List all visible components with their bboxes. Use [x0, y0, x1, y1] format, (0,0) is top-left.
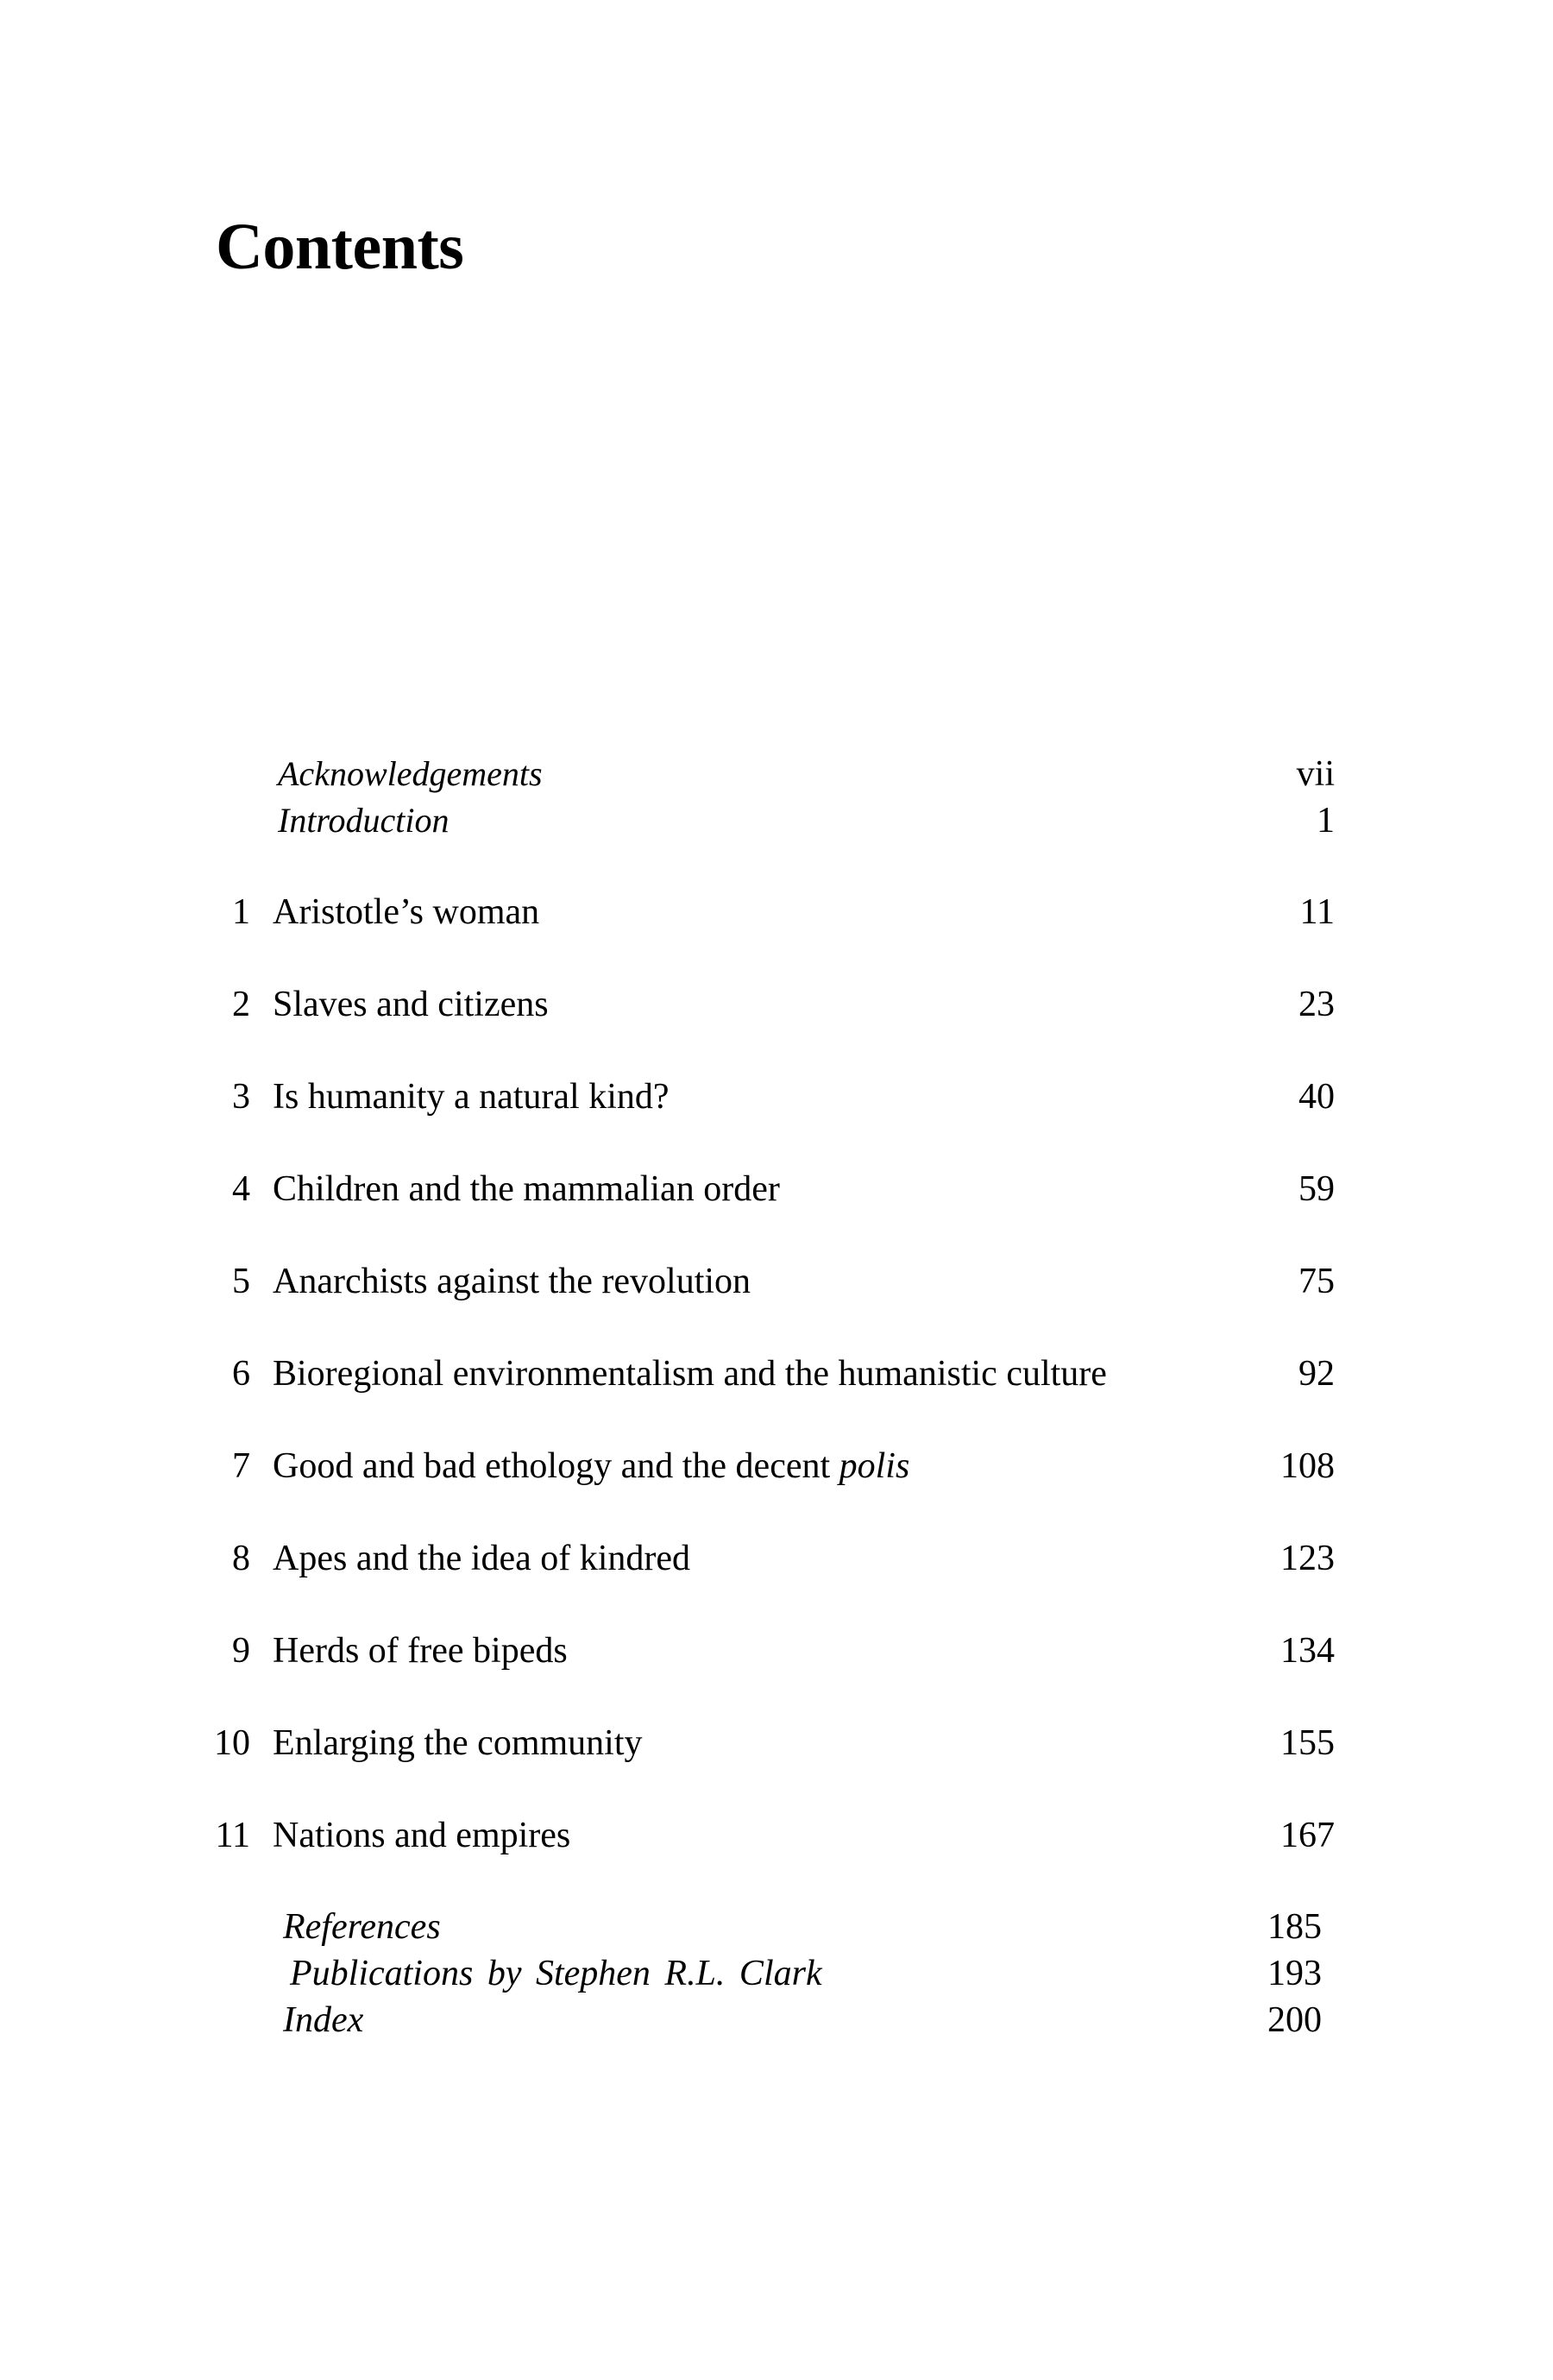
- chapter-title: Is humanity a natural kind?: [273, 1077, 670, 1117]
- chapter-title: Nations and empires: [273, 1816, 571, 1855]
- chapter-title: Anarchists against the revolution: [273, 1262, 751, 1301]
- toc-entry-page: 11: [1299, 892, 1335, 932]
- chapter-number: 6: [232, 1354, 250, 1394]
- chapter-number: 4: [232, 1169, 250, 1209]
- toc-entry-chapter-9[interactable]: [0, 1628, 1553, 1674]
- chapter-number: 7: [232, 1446, 250, 1486]
- chapter-title: Enlarging the community: [273, 1723, 643, 1763]
- toc-entry-page: vii: [1296, 754, 1335, 794]
- toc-entry-chapter-10[interactable]: [0, 1720, 1553, 1766]
- toc-entry-publications[interactable]: [0, 1950, 1553, 1997]
- toc-entry-page: 193: [1267, 1954, 1322, 1993]
- chapter-number: 1: [232, 892, 250, 932]
- chapter-title: Herds of free bipeds: [273, 1631, 568, 1671]
- toc-entry-introduction[interactable]: [0, 797, 1553, 844]
- toc-entry-label: Introduction: [278, 801, 450, 840]
- chapter-number: 9: [232, 1631, 250, 1671]
- toc-entry-chapter-3[interactable]: [0, 1074, 1553, 1120]
- toc-entry-label: Index: [283, 2000, 364, 2040]
- toc-entry-page: 200: [1267, 2000, 1322, 2040]
- toc-entry-page: 23: [1298, 985, 1335, 1024]
- toc-entry-page: 185: [1267, 1907, 1322, 1947]
- toc-entry-acknowledgements[interactable]: [0, 751, 1553, 797]
- toc-entry-page: 155: [1280, 1723, 1335, 1763]
- toc-entry-references[interactable]: [0, 1904, 1553, 1950]
- toc-entry-index[interactable]: [0, 1997, 1553, 2043]
- chapter-number: 2: [232, 985, 250, 1024]
- toc-entry-chapter-8[interactable]: [0, 1535, 1553, 1582]
- chapter-title: Bioregional environmentalism and the humanistic culture: [273, 1354, 1107, 1394]
- toc-entry-page: 167: [1280, 1816, 1335, 1855]
- chapter-title: Apes and the idea of kindred: [273, 1539, 691, 1578]
- toc-entry-chapter-1[interactable]: [0, 889, 1553, 935]
- toc-entry-label: Acknowledgements: [278, 754, 543, 793]
- chapter-number: 10: [214, 1723, 250, 1763]
- toc-entry-chapter-6[interactable]: [0, 1351, 1553, 1397]
- toc-entry-page: 123: [1280, 1539, 1335, 1578]
- toc-entry-label: Publications by Stephen R.L. Clark: [290, 1954, 822, 1993]
- toc-entry-page: 134: [1280, 1631, 1335, 1671]
- toc-entry-chapter-7[interactable]: [0, 1443, 1553, 1489]
- chapter-title-italic: polis: [839, 1446, 910, 1486]
- chapter-title-text: Good and bad ethology and the decent: [273, 1446, 839, 1486]
- toc-entry-label: References: [283, 1907, 441, 1947]
- toc-entry-chapter-4[interactable]: [0, 1166, 1553, 1212]
- toc-entry-chapter-2[interactable]: [0, 981, 1553, 1028]
- chapter-title: Children and the mammalian order: [273, 1169, 780, 1209]
- toc-entry-page: 1: [1317, 801, 1335, 841]
- toc-entry-chapter-11[interactable]: [0, 1812, 1553, 1859]
- chapter-title: Slaves and citizens: [273, 985, 549, 1024]
- page-title: Contents: [216, 211, 464, 283]
- toc-entry-page: 108: [1280, 1446, 1335, 1486]
- chapter-number: 11: [215, 1816, 250, 1855]
- chapter-title: Aristotle’s woman: [273, 892, 540, 932]
- chapter-number: 5: [232, 1262, 250, 1301]
- toc-entry-page: 75: [1298, 1262, 1335, 1301]
- chapter-number: 8: [232, 1539, 250, 1578]
- toc-entry-page: 59: [1298, 1169, 1335, 1209]
- chapter-title: [273, 1443, 909, 1489]
- chapter-number: 3: [232, 1077, 250, 1117]
- toc-entry-page: 92: [1298, 1354, 1335, 1394]
- toc-entry-chapter-5[interactable]: [0, 1258, 1553, 1305]
- toc-entry-page: 40: [1298, 1077, 1335, 1117]
